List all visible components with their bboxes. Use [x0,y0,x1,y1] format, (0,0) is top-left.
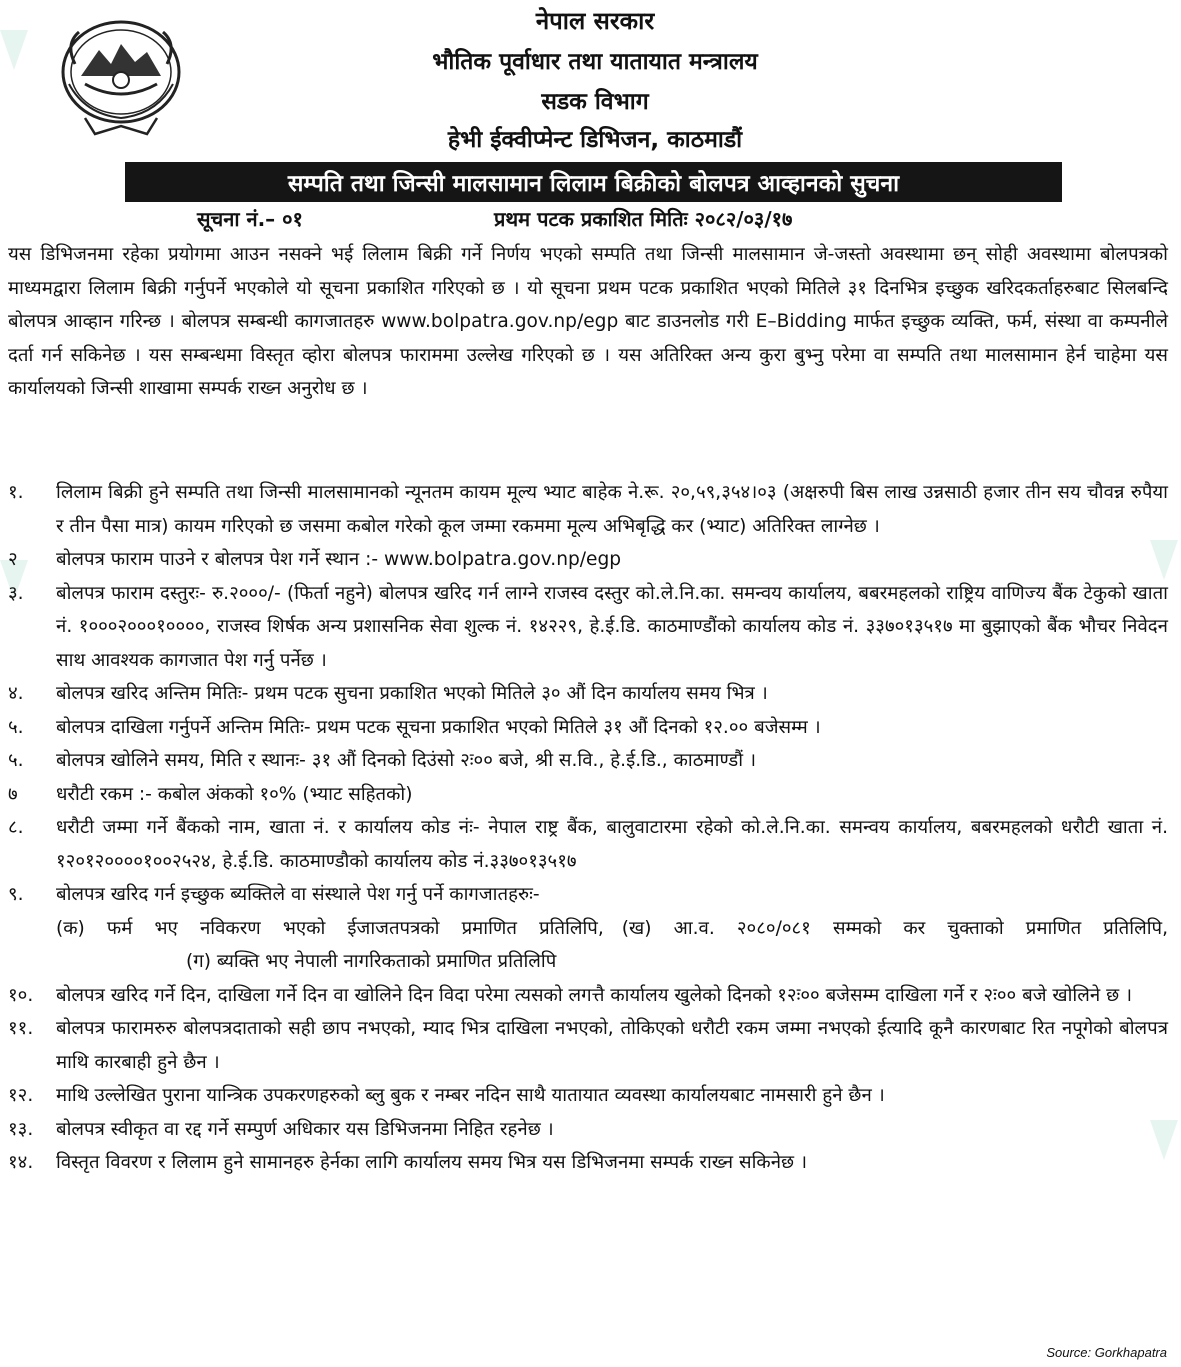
watermark-shape [0,30,28,70]
item-number: ८. [8,817,24,838]
item-text: धरौटी रकम :- कबोल अंकको १०% (भ्याट सहितको) [56,783,413,805]
notice-number: सूचना नं.– ०१ [197,207,303,231]
item-text: बोलपत्र दाखिला गर्नुपर्ने अन्तिम मितिः- प्रथम पटक सूचना प्रकाशित भएको मितिले ३१ औं दिनको १२.०० बजेसम्म । [56,716,821,738]
list-item [8,1012,1168,1079]
list-item [8,811,1168,878]
list-item [8,778,1168,812]
item-number: ७ [8,783,18,805]
item-text: बोलपत्र खरिद गर्ने दिन, दाखिला गर्ने दिन वा खोलिने दिन विदा परेमा त्यसको लगत्तै कार्यालय खुलेको दिनको १२ः०० बजेसम्म दाखिला गर्ने र २ः०० बजे खोलिने छ । [56,984,1133,1006]
item-text: बोलपत्र फाराम पाउने र बोलपत्र पेश गर्ने स्थान :- www.bolpatra.gov.np/egp [56,549,622,570]
document-b: (ख) आ.व. २०८०/०८१ सम्मको कर चुक्ताको प्रमाणित प्रतिलिपि, [621,917,1168,939]
item-text: माथि उल्लेखित पुराना यान्त्रिक उपकरणहरुको ब्लु बुक र नम्बर नदिन साथै यातायात व्यवस्था कार्यालयबाट नामसारी हुने छैन । [56,1085,885,1106]
publication-date: प्रथम पटक प्रकाशित मितिः २०८२/०३/१७ [494,207,793,231]
item-number: १२. [8,1085,34,1106]
item-number: १०. [8,984,34,1006]
item-text: बोलपत्र फाराम दस्तुरः- रु.२०००/- (फिर्ता नहुने) बोलपत्र खरिद गर्न लाग्ने राजस्व दस्तुर को.ले.नि.का. समन्वय कार्यालय, बबरमहलको राष्ट्रिय वाणिज्य बैंक टेकुको खाता नं. १०००२०००१००००, राजस्व शिर्षक अन्य प्रशासनिक सेवा शुल्क नं. १४२२९, हे.ई.डि. काठमाण्डौंको कार्यालय कोड नं. ३३७०१३५१७ मा बुझाएको बैंक भौचर निवेदन साथ आवश्यक कागजात पेश गर्नु पर्नेछ । [56,582,1168,671]
item-text: बोलपत्र खोलिने समय, मिति र स्थानः- ३१ औं दिनको दिउंसो २ः०० बजे, श्री स.वि., हे.ई.डि., काठमाण्डौं । [56,750,756,771]
notice-title: सम्पति तथा जिन्सी मालसामान लिलाम बिक्रीको बोलपत्र आव्हानको सुचना [287,171,900,197]
notice-title-banner [125,162,1062,202]
item-text: बोलपत्र स्वीकृत वा रद्द गर्ने सम्पुर्ण अधिकार यस डिभिजनमा निहित रहनेछ । [56,1118,554,1140]
item-number: ५. [8,716,24,738]
nepal-government-emblem-icon [55,14,187,146]
item-number: ५. [8,750,24,771]
required-documents [56,912,1168,979]
item-text: धरौटी जम्मा गर्ने बैंकको नाम, खाता नं. र कार्यालय कोड नंः- नेपाल राष्ट्र बैंक, बालुवाटारमा रहेको को.ले.नि.का. समन्वय कार्यालय, बबरमहलको धरौटी खाता नं. १२०१२००००१००२५२४, हे.ई.डि. काठमाण्डौको कार्यालय कोड नं.३३७०१३५१७ [56,817,1168,872]
item-number: ३. [8,582,24,604]
intro-paragraph: यस डिभिजनमा रहेका प्रयोगमा आउन नसक्ने भई लिलाम बिक्री गर्ने निर्णय भएको सम्पति तथा जिन्सी मालसामान जे-जस्तो अवस्थामा छन् सोही अवस्थामा बोलपत्रको माध्यमद्वारा लिलाम बिक्री गर्नुपर्ने भएकोले यो सूचना प्रकाशित गरिएको छ । यो सूचना प्रथम पटक प्रकाशित भएको मितिले ३१ दिनभित्र इच्छुक खरिदकर्ताहरुबाट सिलबन्दि बोलपत्र आव्हान गरिन्छ । बोलपत्र सम्बन्धी कागजातहरु www.bolpatra.gov.np/egp बाट डाउनलोड गरी E–Bidding मार्फत इच्छुक व्यक्ति, फर्म, संस्था वा कम्पनीले दर्ता गर्न सकिनेछ । यस सम्बन्धमा विस्तृत व्होरा बोलपत्र फाराममा उल्लेख गरिएको छ । यस अतिरिक्त अन्य कुरा बुभ्नु परेमा वा सम्पति तथा मालसामान हेर्न चाहेमा यस कार्यालयको जिन्सी शाखामा सम्पर्क राख्न अनुरोध छ । [8,244,1168,399]
item-text: बोलपत्र फारामरुरु बोलपत्रदाताको सही छाप नभएको, म्याद भित्र दाखिला नभएको, तोकिएको धरौटी रकम जम्मा नभएको ईत्यादि कूनै कारणबाट रित नपूगेको बोलपत्र माथि कारबाही हुने छैन । [56,1018,1168,1073]
source-credit: Source: Gorkhapatra [1046,1345,1167,1360]
list-item [8,677,1168,711]
item-text: लिलाम बिक्री हुने सम्पति तथा जिन्सी मालसामानको न्यूनतम कायम मूल्य भ्याट बाहेक ने.रू. २०,५९,३५४।०३ (अक्षरुपी बिस लाख उन्नसाठी हजार तीन सय चौवन्न रुपैया र तीन पैसा मात्र) कायम गरिएको छ जसमा कबोल गरेको कूल जम्मा रकममा मूल्य अभिबृद्धि कर (भ्याट) अतिरिक्त लाग्नेछ । [56,482,1168,537]
list-item [8,744,1168,778]
header-department-name: सडक विभाग [541,89,649,115]
list-item [8,1146,1168,1180]
item-text: बोलपत्र खरिद अन्तिम मितिः- प्रथम पटक सुचना प्रकाशित भएको मितिले ३० औं दिन कार्यालय समय भित्र । [56,683,768,704]
item-number: २ [8,549,18,570]
list-item [8,476,1168,543]
list-item [8,878,1168,979]
list-item [8,979,1168,1013]
list-item [8,1079,1168,1113]
list-item [8,1113,1168,1147]
item-number: ११. [8,1018,34,1039]
document-a: (क) फर्म भए नविकरण भएको ईजाजतपत्रको प्रमाणित प्रतिलिपि, [56,917,604,939]
list-item [8,543,1168,577]
header-government-name: नेपाल सरकार [535,7,655,35]
item-number: ९. [8,884,24,905]
item-number: १३. [8,1118,34,1140]
header-division-name: हेभी ईक्वीप्मेन्ट डिभिजन, काठमाडौं [447,127,743,153]
conditions-list [8,476,1168,1180]
item-number: १४. [8,1152,34,1173]
item-number: १. [8,482,24,503]
item-number: ४. [8,683,24,704]
document-c: (ग) ब्यक्ति भए नेपाली नागरिकताको प्रमाणित प्रतिलिपि [186,951,557,972]
list-item [8,711,1168,745]
item-text: बोलपत्र खरिद गर्न इच्छुक ब्यक्तिले वा संस्थाले पेश गर्नु पर्ने कागजातहरुः- [56,884,540,905]
item-text: विस्तृत विवरण र लिलाम हुने सामानहरु हेर्नका लागि कार्यालय समय भित्र यस डिभिजनमा सम्पर्क राख्न सकिनेछ । [56,1152,808,1173]
header-ministry-name: भौतिक पूर्वाधार तथा यातायात मन्त्रालय [432,49,758,75]
list-item [8,577,1168,678]
